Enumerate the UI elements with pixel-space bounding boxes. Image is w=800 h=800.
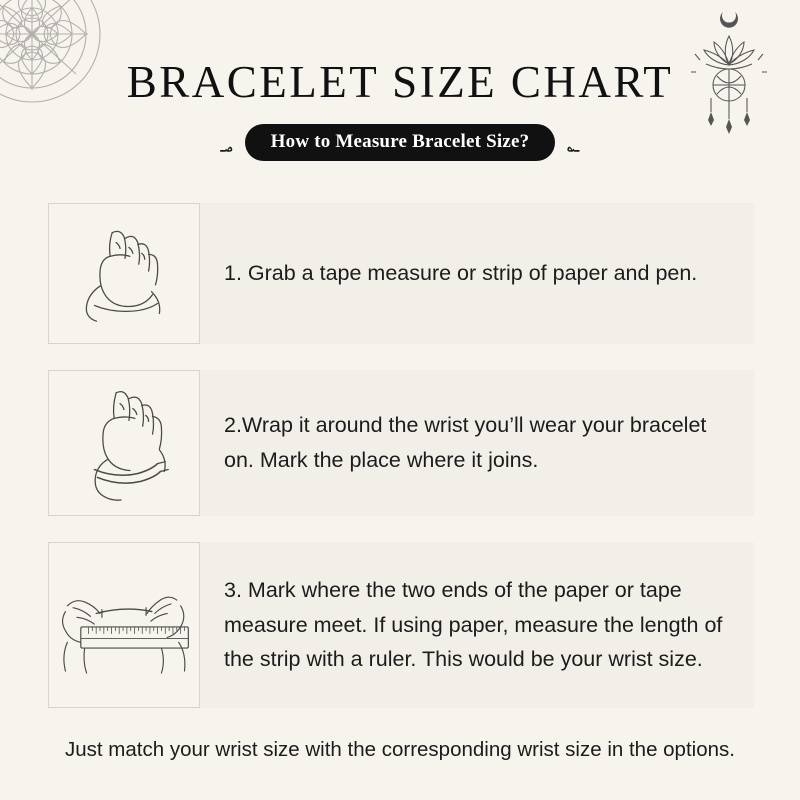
- step-1-text: 1. Grab a tape measure or strip of paper and pen.: [224, 261, 698, 286]
- list-item: [48, 370, 754, 516]
- footer-note: Just match your wrist size with the corresponding wrist size in the options.: [65, 738, 735, 761]
- step-3-text: 3. Mark where the two ends of the paper or tape measure meet. If using paper, measure the length of the strip with a ruler. This would be your wrist size.: [224, 577, 723, 672]
- flourish-right-icon: ؃: [567, 128, 581, 154]
- subtitle-row: [0, 124, 800, 161]
- step-2-figure: [48, 370, 200, 516]
- list-item: [48, 203, 754, 344]
- step-1-figure: [48, 203, 200, 344]
- fist-with-tape-icon: [65, 212, 183, 336]
- flourish-left-icon: ؃: [219, 128, 233, 154]
- ruler-measure-icon: [52, 567, 196, 683]
- subtitle-pill: How to Measure Bracelet Size?: [245, 124, 556, 161]
- list-item: [48, 542, 754, 708]
- step-2-text: 2.Wrap it around the wrist you’ll wear your bracelet on. Mark the place where it joins.: [224, 413, 707, 472]
- hand-wrapping-tape-icon: [65, 378, 183, 508]
- page-title: BRACELET SIZE CHART: [126, 57, 674, 107]
- steps-list: [48, 203, 754, 734]
- step-3-figure: [48, 542, 200, 708]
